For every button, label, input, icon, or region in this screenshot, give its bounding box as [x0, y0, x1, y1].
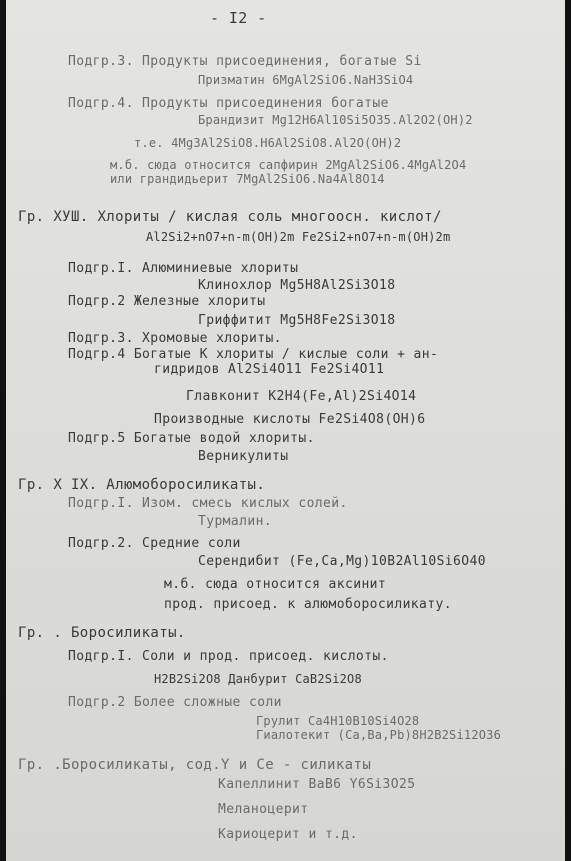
text-line: м.б. сюда относится сапфирин 2MgAl2SiO6.4MgAl2O4 [110, 158, 467, 172]
formula-line: Al2Si2+nO7+n-m(OH)2m Fe2Si2+nO7+n-m(OH)2m [146, 230, 451, 244]
mineral-line: Кариоцерит и т.д. [218, 827, 358, 842]
text-line: Подгр.3. Продукты присоединения, богатые Si [68, 54, 422, 69]
subgroup-heading: Подгр.2 Более сложные соли [68, 695, 282, 710]
subgroup-heading: Подгр.I. Изом. смесь кислых солей. [68, 496, 348, 511]
formula-line: т.е. 4Mg3Al2SiO8.H6Al2SiO8.Al2O(OH)2 [134, 136, 402, 150]
mineral-line: Меланоцерит [218, 802, 309, 817]
mineral-line: Гриффитит Mg5H8Fe2Si3O18 [198, 313, 396, 328]
mineral-line: Турмалин. [198, 514, 273, 529]
mineral-line: Серендибит (Fe,Ca,Mg)10B2Al10Si6O40 [198, 554, 486, 569]
group-heading: Гр. ХУШ. Хлориты / кислая соль многоосн. кислот/ [18, 209, 442, 225]
text-line: м.б. сюда относится аксинит [164, 577, 387, 592]
mineral-line: Производные кислоты Fe2Si4O8(OH)6 [154, 412, 426, 427]
formula-line: Призматин 6MgAl2SiO6.NaH3SiO4 [198, 73, 414, 87]
mineral-line: Капеллинит BaB6 Y6Si3O25 [218, 777, 416, 792]
subgroup-heading: Подгр.4 Богатые К хлориты / кислые соли + ан- [68, 347, 439, 362]
subgroup-heading: Подгр.2 Железные хлориты [68, 294, 266, 309]
formula-line: Брандизит Mg12H6Al10Si5O35.Al2O2(OH)2 [198, 113, 473, 127]
page-number: - I2 - [210, 9, 267, 27]
group-heading: Гр. Х IX. Алюмоборосиликаты. [18, 477, 266, 493]
subgroup-heading: Подгр.2. Средние соли [68, 536, 241, 551]
mineral-line: Верникулиты [198, 449, 289, 464]
subgroup-heading: Подгр.3. Хромовые хлориты. [68, 331, 282, 346]
subgroup-heading: Подгр.5 Богатые водой хлориты. [68, 431, 315, 446]
mineral-line: H2B2Si2O8 Данбурит CaB2Si2O8 [154, 672, 362, 686]
text-line: Подгр.4. Продукты присоединения богатые [68, 96, 389, 111]
mineral-line: Клинохлор Mg5H8Al2Si3O18 [198, 278, 396, 293]
group-heading: Гр. .Боросиликаты, сод.Y и Ce - силикаты [18, 757, 372, 773]
mineral-line: Грулит Ca4H10B10Si4O28 [256, 714, 420, 728]
group-heading: Гр. . Боросиликаты. [18, 625, 186, 641]
document-page [6, 0, 565, 861]
subgroup-heading: Подгр.I. Алюминиевые хлориты [68, 261, 299, 276]
text-line: прод. присоед. к алюмоборосиликату. [164, 597, 452, 612]
mineral-line: Гиалотекит (Ca,Ba,Pb)8H2B2Si12O36 [256, 728, 502, 742]
text-line: или грандидьерит 7MgAl2SiO6.Na4Al8O14 [110, 172, 385, 186]
text-line: гидридов Al2Si4O11 Fe2Si4O11 [154, 362, 385, 377]
mineral-line: Главконит K2H4(Fe,Al)2Si4O14 [186, 389, 417, 404]
subgroup-heading: Подгр.I. Соли и прод. присоед. кислоты. [68, 649, 389, 664]
